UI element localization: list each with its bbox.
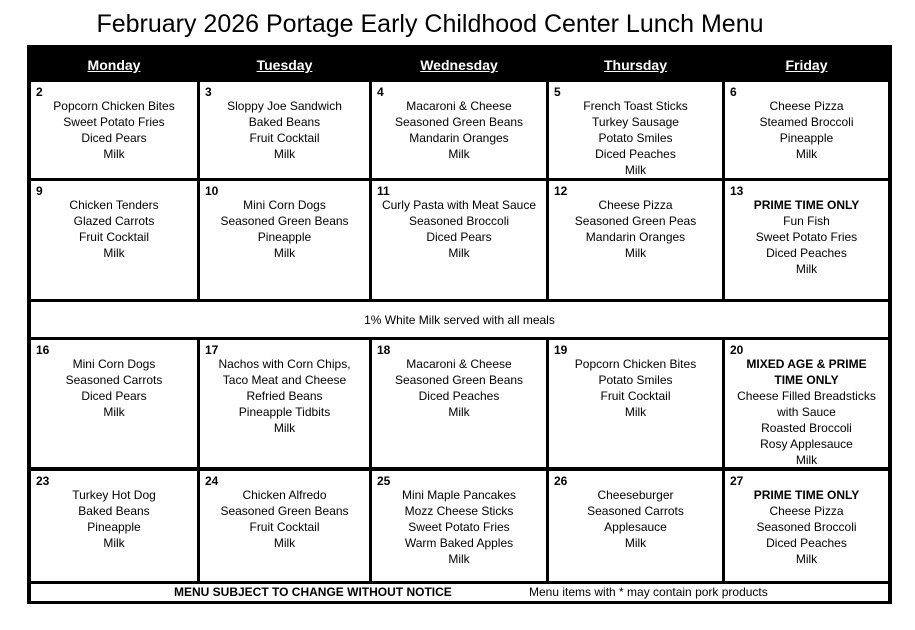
day-cell-19	[549, 340, 722, 467]
day-cell-10	[200, 181, 369, 299]
menu-item: Sloppy Joe Sandwich	[227, 99, 342, 113]
change-disclaimer: MENU SUBJECT TO CHANGE WITHOUT NOTICE	[174, 585, 452, 599]
day-cell-20	[725, 340, 888, 467]
menu-items	[551, 487, 720, 551]
day-cell-2	[31, 82, 197, 178]
day-cell-9	[31, 181, 197, 299]
day-header-monday: Monday	[87, 57, 141, 73]
menu-item: Pineapple	[87, 520, 141, 534]
menu-item: Sweet Potato Fries	[408, 520, 510, 534]
menu-item: Fruit Cocktail	[78, 230, 149, 244]
menu-item: Pineapple	[779, 131, 834, 145]
menu-items	[374, 197, 544, 261]
menu-item: Cheese Pizza	[769, 99, 844, 113]
day-number: 4	[377, 85, 384, 99]
day-number: 11	[377, 184, 390, 198]
menu-item: Seasoned Green Beans	[394, 373, 524, 387]
menu-items	[374, 356, 544, 420]
footer	[31, 584, 888, 601]
day-number: 25	[377, 474, 391, 488]
menu-item: Mandarin Oranges	[585, 230, 686, 244]
menu-item: Mini Corn Dogs	[243, 198, 326, 212]
day-number: 17	[205, 343, 219, 357]
day-header-friday: Friday	[785, 57, 828, 73]
day-number: 2	[36, 85, 43, 99]
menu-item: Seasoned Carrots	[587, 504, 684, 518]
menu-items	[727, 98, 886, 162]
menu-items	[202, 487, 367, 551]
menu-item: Milk	[795, 262, 818, 276]
menu-items	[551, 98, 720, 178]
menu-item: Seasoned Green Beans	[394, 115, 524, 129]
menu-item: Milk	[795, 552, 818, 566]
menu-item: Fruit Cocktail	[600, 389, 671, 403]
day-cell-3	[200, 82, 369, 178]
page-title: February 2026 Portage Early Childhood Center Lunch Menu	[96, 10, 764, 38]
menu-item: Roasted Broccoli	[761, 421, 852, 435]
day-number: 27	[730, 474, 744, 488]
menu-item: Seasoned Carrots	[65, 373, 163, 387]
menu-item: Milk	[795, 147, 818, 161]
day-cell-11	[372, 181, 546, 299]
menu-items	[202, 98, 367, 162]
menu-item: Pineapple Tidbits	[238, 405, 331, 419]
day-number: 3	[205, 85, 212, 99]
menu-item: Milk	[273, 536, 296, 550]
menu-items	[202, 197, 367, 261]
menu-item: Turkey Hot Dog	[72, 488, 156, 502]
day-cell-17	[200, 340, 369, 467]
menu-items	[33, 487, 195, 551]
menu-item: Milk	[273, 246, 296, 260]
menu-item: Seasoned Green Peas	[574, 214, 697, 228]
day-number: 20	[730, 343, 744, 357]
menu-item: Milk	[448, 246, 470, 260]
menu-item: Diced Peaches	[595, 147, 676, 161]
menu-item: Diced Pears	[81, 389, 147, 403]
day-cell-18	[372, 340, 546, 467]
weekday-header	[27, 45, 892, 80]
menu-items	[374, 487, 544, 567]
menu-item: Steamed Broccoli	[759, 115, 854, 129]
menu-item: Popcorn Chicken Bites	[53, 99, 175, 113]
menu-item: Milk	[624, 246, 647, 260]
day-number: 13	[730, 184, 744, 198]
menu-items	[374, 98, 544, 162]
day-number: 12	[554, 184, 568, 198]
menu-item: Diced Peaches	[766, 536, 847, 550]
menu-item: Milk	[103, 147, 125, 161]
menu-item: Milk	[273, 147, 296, 161]
menu-item: Nachos with Corn Chips, Taco Meat and Cheese	[218, 357, 351, 387]
day-cell-26	[549, 471, 722, 581]
menu-item: Milk	[448, 405, 470, 419]
menu-item: Potato Smiles	[598, 131, 673, 145]
day-header-thursday: Thursday	[603, 57, 667, 73]
menu-item: Applesauce	[604, 520, 667, 534]
menu-item: French Toast Sticks	[583, 99, 688, 113]
menu-item: Rosy Applesauce	[760, 437, 853, 451]
menu-item: Turkey Sausage	[592, 115, 679, 129]
day-header-wednesday: Wednesday	[420, 57, 498, 73]
day-number: 16	[36, 343, 50, 357]
menu-item: Baked Beans	[78, 504, 150, 518]
menu-items	[33, 356, 195, 420]
menu-items	[33, 98, 195, 162]
day-cell-16	[31, 340, 197, 467]
menu-item: Milk	[624, 405, 647, 419]
day-cell-5	[549, 82, 722, 178]
day-number: 18	[377, 343, 391, 357]
day-cell-25	[372, 471, 546, 581]
menu-item: Cheeseburger	[597, 488, 674, 502]
menu-items	[727, 356, 886, 468]
menu-item: Diced Peaches	[418, 389, 500, 403]
menu-item: Sweet Potato Fries	[63, 115, 165, 129]
menu-items	[202, 356, 367, 436]
menu-item: Seasoned Green Beans	[220, 504, 349, 518]
day-number: 10	[205, 184, 219, 198]
menu-item: Mini Corn Dogs	[72, 357, 156, 371]
day-header-tuesday: Tuesday	[256, 57, 313, 73]
day-cell-6	[725, 82, 888, 178]
menu-item: Diced Pears	[426, 230, 492, 244]
pork-note: Menu items with * may contain pork products	[529, 585, 768, 599]
menu-item: Milk	[624, 536, 647, 550]
menu-item: Mini Maple Pancakes	[401, 488, 517, 502]
menu-item: Seasoned Broccoli	[408, 214, 510, 228]
day-number: 19	[554, 343, 568, 357]
menu-item: Diced Peaches	[766, 246, 847, 260]
menu-item: Diced Pears	[81, 131, 147, 145]
menu-item: Popcorn Chicken Bites	[574, 357, 697, 371]
menu-item: Chicken Tenders	[69, 198, 159, 212]
menu-item: Mandarin Oranges	[409, 131, 509, 145]
menu-item: Cheese Filled Breadsticks with Sauce	[737, 389, 876, 419]
menu-item: Milk	[448, 552, 470, 566]
menu-calendar	[27, 45, 892, 604]
menu-item: Sweet Potato Fries	[755, 230, 858, 244]
menu-items	[551, 356, 720, 420]
day-number: 24	[205, 474, 219, 488]
menu-items	[33, 197, 195, 261]
menu-item: Warm Baked Apples	[404, 536, 514, 550]
menu-item: Curly Pasta with Meat Sauce	[381, 198, 537, 212]
menu-item: Milk	[624, 163, 647, 177]
day-cell-27	[725, 471, 888, 581]
cell-note: PRIME TIME ONLY	[753, 488, 860, 502]
menu-item: Pineapple	[257, 230, 312, 244]
menu-item: Macaroni & Cheese	[406, 357, 512, 371]
day-cell-23	[31, 471, 197, 581]
day-number: 9	[36, 184, 43, 198]
menu-item: Milk	[103, 246, 125, 260]
day-cell-13	[725, 181, 888, 299]
menu-item: Cheese Pizza	[598, 198, 673, 212]
day-cell-4	[372, 82, 546, 178]
menu-item: Milk	[103, 536, 125, 550]
menu-item: Glazed Carrots	[73, 214, 155, 228]
menu-item: Fruit Cocktail	[249, 520, 320, 534]
menu-item: Fruit Cocktail	[249, 131, 320, 145]
menu-item: Refried Beans	[246, 389, 323, 403]
cell-note: PRIME TIME ONLY	[753, 198, 860, 212]
menu-item: Milk	[273, 421, 296, 435]
menu-item: Milk	[795, 453, 818, 467]
day-number: 5	[554, 85, 561, 99]
milk-note: 1% White Milk served with all meals	[31, 302, 888, 337]
day-number: 6	[730, 85, 737, 99]
menu-items	[727, 487, 886, 567]
menu-item: Macaroni & Cheese	[406, 99, 512, 113]
day-cell-12	[549, 181, 722, 299]
menu-items	[551, 197, 720, 261]
menu-item: Cheese Pizza	[769, 504, 844, 518]
menu-item: Milk	[448, 147, 470, 161]
day-number: 23	[36, 474, 50, 488]
day-cell-24	[200, 471, 369, 581]
menu-item: Chicken Alfredo	[242, 488, 327, 502]
cell-note: MIXED AGE & PRIME TIME ONLY	[746, 357, 867, 387]
menu-item: Seasoned Green Beans	[220, 214, 349, 228]
menu-item: Seasoned Broccoli	[756, 520, 857, 534]
menu-items	[727, 197, 886, 277]
menu-item: Milk	[103, 405, 125, 419]
menu-item: Mozz Cheese Sticks	[404, 504, 514, 518]
menu-item: Baked Beans	[248, 115, 321, 129]
menu-item: Fun Fish	[783, 214, 830, 228]
menu-item: Potato Smiles	[598, 373, 673, 387]
day-number: 26	[554, 474, 568, 488]
